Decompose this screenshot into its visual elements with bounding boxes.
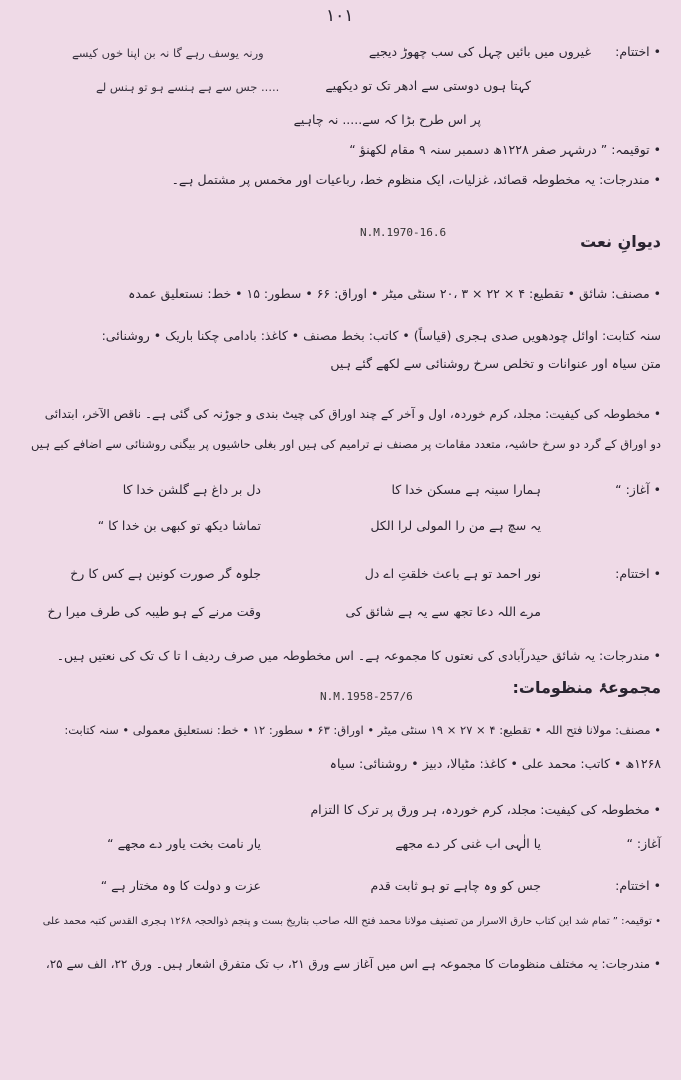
mundarijat-top: • مندرجات: یہ مخطوطہ قصائد، غزلیات، ایک منظوم خط، رباعیات اور مخمس پر مشتمل ہے۔ <box>171 172 661 187</box>
musannif-2: • مصنف: مولانا فتح اللہ • تقطیع: ۴ × ۲۷ × ۱۹ سنٹی میٹر • اوراق: ۶۳ • سطور: ۱۲ • خط: نستعلیق معمولی • سنہ کتابت: <box>64 723 661 737</box>
aghaz-label-2: آغاز: “ <box>626 836 661 851</box>
aghaz-2-b: یار نامت بخت یاور دے مجھے “ <box>107 836 261 851</box>
ikhtitam-label-1: • اختتام: <box>615 566 661 581</box>
kaifiyat-2: • مخطوطہ کی کیفیت: مجلد، کرم خوردہ، ہر ورق پر ترک کا التزام <box>310 802 661 817</box>
section-title-diwan-e-naat: دیوانِ نعت <box>580 232 661 251</box>
aghaz-1-verse-1a: ہمارا سینہ ہے مسکن خدا کا <box>391 482 541 497</box>
ikhtitam-2-b: عزت و دولت کا وہ مختار ہے “ <box>100 878 261 893</box>
ikhtitam-2-a: جس کو وہ چاہے تو ہو ثابت قدم <box>370 878 541 893</box>
aghaz-1-verse-2a: یہ سچ ہے من را المولی لرا الکل <box>370 518 541 533</box>
ikhtitam-top-line-1: غیروں میں بائیں چہل کی سب چھوڑ دیجیے <box>368 44 591 59</box>
page-number: ۱۰۱ <box>326 6 354 26</box>
ikhtitam-1-verse-2b: وقت مرنے کے ہو طیبہ کی طرف میرا رخ <box>47 604 261 619</box>
ikhtitam-top-line-2: کہتا ہوں دوستی سے ادھر تک تو دیکھیے <box>325 78 531 93</box>
musannif-2-cont: ۱۲۶۸ھ • کاتب: محمد علی • کاغذ: مٹیالا، دبیز • روشنائی: سیاہ <box>329 756 661 771</box>
ikhtitam-label-top: • اختتام: <box>615 44 661 59</box>
ikhtitam-top-line-3: پر اس طرح بڑا کہ سے..... نہ چاہیے <box>293 112 481 127</box>
ikhtitam-1-verse-1b: جلوہ گر صورت کونین ہے کس کا رخ <box>70 566 261 581</box>
mundarijat-1: • مندرجات: یہ شائق حیدرآبادی کی نعتوں کا مجموعہ ہے۔ اس مخطوطہ میں صرف ردیف ا تا ک تک کی نعتیں ہیں۔ <box>56 648 661 663</box>
kitabat-1-cont: متن سیاہ اور عنوانات و تخلص سرخ روشنائی سے لکھے گئے ہیں <box>330 356 661 371</box>
section-ref-2: N.M.1958-257/6 <box>320 690 413 703</box>
aghaz-1-verse-2b: تماشا دیکھ تو کبھی بن خدا کا “ <box>97 518 261 533</box>
tawqeema-top: • توقیمہ: ” درشہر صفر ۱۲۲۸ھ دسمبر سنہ ۹ مقام لکھنؤ “ <box>349 142 661 157</box>
ikhtitam-1-verse-1a: نور احمد تو ہے باعث خلقتِ اے دل <box>364 566 541 581</box>
kaifiyat-1-cont: دو اوراق کے گرد دو سرخ حاشیہ، متعدد مقامات پر مصنف نے ترامیم کی ہیں اور بغلی حاشیوں پر بیگنی روشنائی سے اضافے کیے ہیں <box>31 437 661 451</box>
musannif-1: • مصنف: شائق • تقطیع: ۴ × ۲۲ × ۳ ،۲۰ سنٹی میٹر • اوراق: ۶۶ • سطور: ۱۵ • خط: نستعلیق عمدہ <box>128 286 661 301</box>
kaifiyat-1: • مخطوطہ کی کیفیت: مجلد، کرم خوردہ، اول و آخر کے چند اوراق کی چیٹ بندی و جوڑنہ کی گئی ہے۔ ناقص الآخر، ابتدائی <box>44 407 661 421</box>
margin-note-line-2: ..... جس سے ہے ہنسے ہو تو ہنس لے <box>96 80 280 94</box>
section-ref-1: N.M.1970-16.6 <box>360 226 447 239</box>
kitabat-1: سنہ کتابت: اوائل چودھویں صدی ہجری (قیاساً) • کاتب: بخط مصنف • کاغذ: بادامی چکنا باریک • روشنائی: <box>101 328 661 343</box>
aghaz-2-a: یا الٰہی اب غنی کر دے مجھے <box>395 836 541 851</box>
ikhtitam-label-2: • اختتام: <box>615 878 661 893</box>
aghaz-1-verse-1b: دل بر داغ ہے گلشن خدا کا <box>122 482 261 497</box>
margin-note-line-1: ورنہ یوسف رہے گا نہ بن اپنا خوں کیسے <box>72 46 264 60</box>
section-title-majmua-manzoomat: مجموعۂ منظومات: <box>512 678 661 697</box>
tawqeema-2: • توقیمہ: ” تمام شد این کتاب حارق الاسرار من تصنیف مولانا محمد فتح اللہ صاحب بتاریخ بست و پنجم ذوالحجہ ۱۲۶۸ ہجری القدس کتبہ محمد علی <box>42 916 661 927</box>
aghaz-label-1: • آغاز: “ <box>615 482 661 497</box>
mundarijat-2: • مندرجات: یہ مختلف منظومات کا مجموعہ ہے اس میں آغاز سے ورق ۲۱، ب تک متفرق اشعار ہیں۔ ورق ۲۲، الف سے ۲۵، <box>45 957 661 971</box>
ikhtitam-1-verse-2a: مرے اللہ دعا تجھ سے یہ ہے شائق کی <box>345 604 541 619</box>
